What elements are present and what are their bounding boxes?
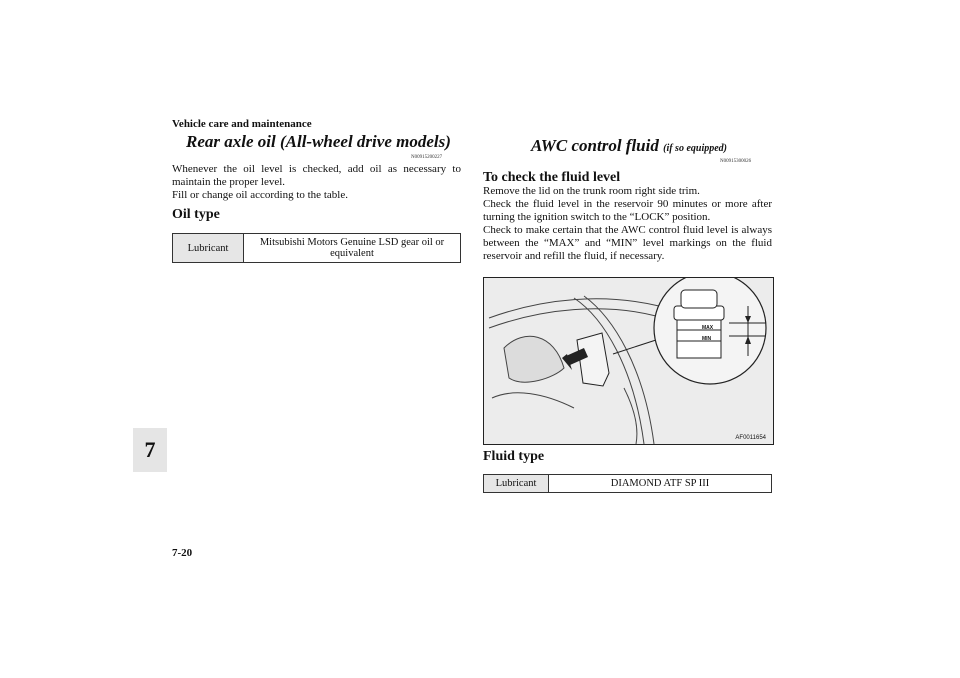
awc-fluid-title-main: AWC control fluid [531,136,659,155]
rear-axle-oil-title: Rear axle oil (All-wheel drive models) [186,132,451,151]
check-fluid-heading: To check the fluid level [483,170,621,185]
rear-axle-oil-code: N00915200227 [411,155,443,160]
rear-axle-oil-body [172,163,461,202]
max-label: MAX [702,325,714,331]
paragraph: Remove the lid on the trunk room right side trim. [483,185,700,197]
table-label-cell: Lubricant [484,475,549,493]
paragraph: Whenever the oil level is checked, add oil as necessary to maintain the proper level. [172,163,461,188]
awc-fluid-title-suffix: (if so equipped) [663,143,727,154]
awc-fluid-code: N00915300026 [720,159,752,164]
paragraph: Check to make certain that the AWC control fluid level is always between the “MAX” and “MIN” level markings on the fluid reservoir and refill the fluid, if necessary. [483,224,772,262]
page-number: 7-20 [172,547,193,559]
table-value-cell: DIAMOND ATF SP III [549,475,772,493]
fluid-reservoir-figure [483,277,774,445]
chapter-tab: 7 [133,428,167,472]
section-header: Vehicle care and maintenance [172,118,312,130]
oil-type-heading: Oil type [172,207,220,222]
table-label-cell: Lubricant [173,234,244,263]
awc-fluid-title [531,136,727,156]
oil-type-table [172,233,461,263]
table-row [173,234,461,263]
figure-caption: AF0011654 [735,435,766,441]
fluid-type-heading: Fluid type [483,449,545,464]
check-fluid-body [483,185,772,263]
table-value-cell: Mitsubishi Motors Genuine LSD gear oil or equivalent [244,234,461,263]
reservoir-illustration [484,278,773,444]
fluid-type-table [483,474,772,493]
paragraph: Fill or change oil according to the table. [172,189,348,201]
paragraph: Check the fluid level in the reservoir 90 minutes or more after turning the ignition switch to the “LOCK” position. [483,198,772,223]
min-label: MIN [702,336,712,342]
table-row [484,475,772,493]
